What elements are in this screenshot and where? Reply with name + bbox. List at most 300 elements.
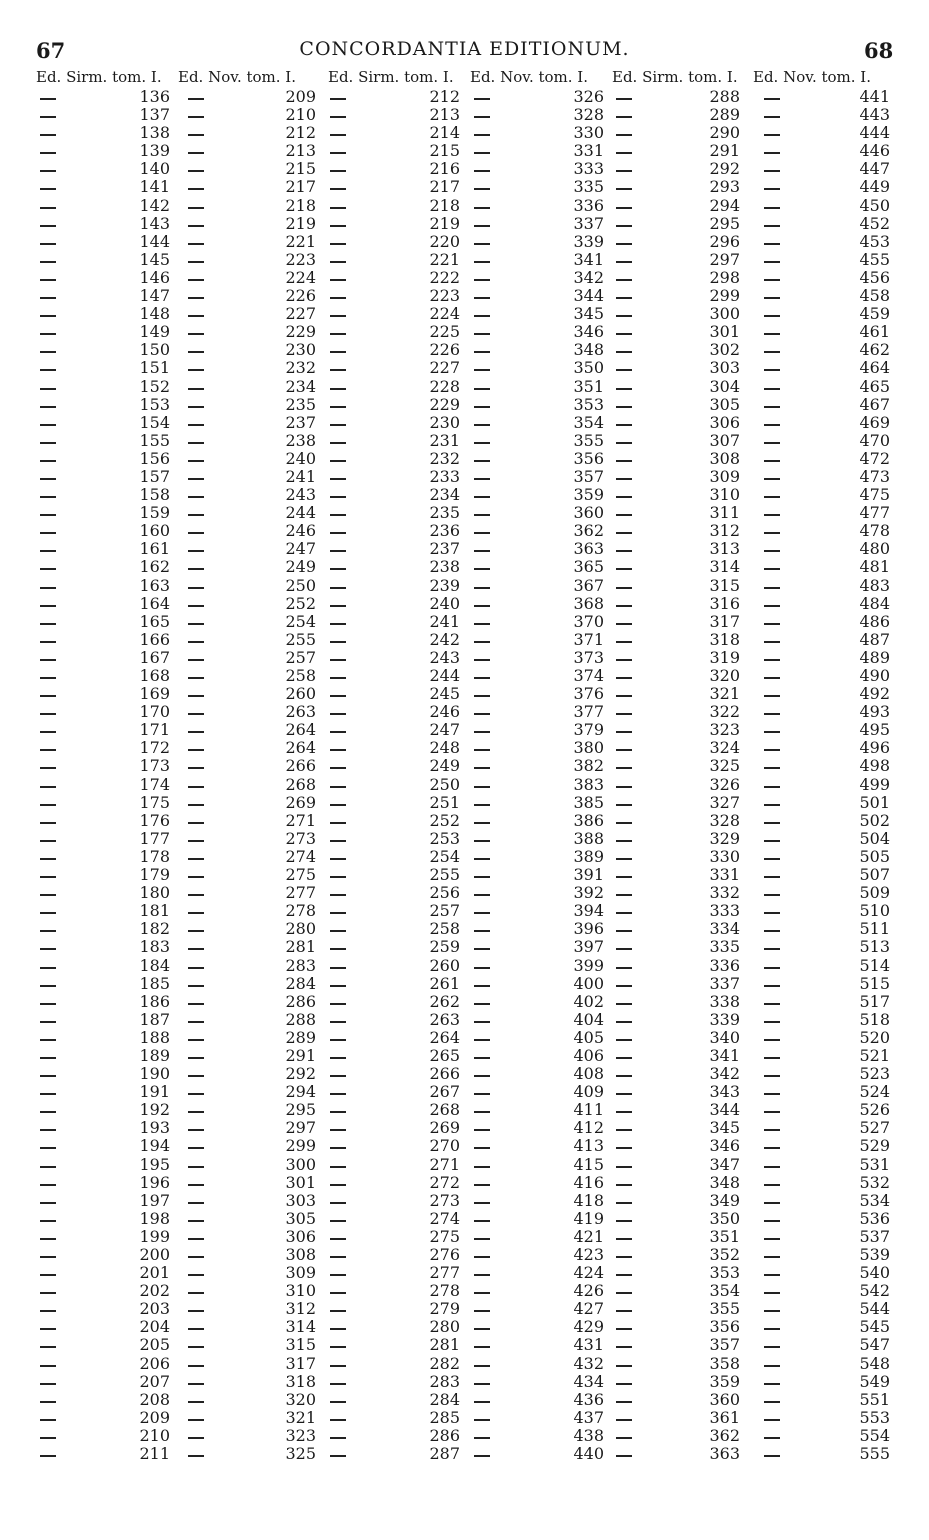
table-row [36,1101,896,1119]
table-cell: 515 [859,973,890,993]
dash-mark [474,388,490,390]
dash-mark [188,858,204,860]
dash-mark [474,876,490,878]
table-cell: 145 [139,249,170,269]
table-row [36,739,896,757]
table-cell: 223 [285,249,316,269]
dash-mark [474,297,490,299]
table-row [36,341,896,359]
table-cell: 385 [573,792,604,812]
dash-mark [474,912,490,914]
table-cell: 245 [429,684,460,704]
dash-mark [40,243,56,245]
dash-mark [40,1166,56,1168]
table-cell: 280 [285,919,316,939]
dash-mark [188,677,204,679]
dash-mark [188,496,204,498]
dash-mark [616,1039,632,1041]
dash-mark [330,985,346,987]
table-cell: 221 [429,249,460,269]
dash-mark [764,98,780,100]
table-cell: 276 [429,1245,460,1264]
table-cell: 152 [139,376,170,396]
dash-mark [188,243,204,245]
table-row [36,378,896,396]
table-cell: 209 [285,87,316,106]
dash-mark [474,406,490,408]
table-cell: 223 [429,286,460,306]
table-cell: 252 [429,810,460,830]
dash-mark [764,134,780,136]
table-cell: 263 [285,702,316,722]
dash-mark [330,695,346,697]
dash-mark [40,822,56,824]
table-cell: 165 [139,611,170,631]
dash-mark [764,279,780,281]
dash-mark [616,1111,632,1113]
table-cell: 250 [285,575,316,595]
dash-mark [764,659,780,661]
dash-mark [188,876,204,878]
table-cell: 362 [573,521,604,541]
dash-mark [616,369,632,371]
table-cell: 238 [285,430,316,450]
dash-mark [188,840,204,842]
dash-mark [474,713,490,715]
dash-mark [330,677,346,679]
dash-mark [188,351,204,353]
dash-mark [474,460,490,462]
table-cell: 510 [859,901,890,921]
dash-mark [40,369,56,371]
table-cell: 370 [573,611,604,631]
table-row [36,577,896,595]
table-cell: 523 [859,1064,890,1084]
dash-mark [616,1437,632,1439]
table-cell: 501 [859,792,890,812]
dash-mark [616,98,632,100]
table-cell: 151 [139,358,170,378]
table-cell: 233 [429,466,460,486]
table-cell: 260 [429,955,460,975]
dash-mark [474,822,490,824]
dash-mark [330,587,346,589]
table-cell: 487 [859,629,890,649]
dash-mark [616,731,632,733]
table-cell: 200 [139,1245,170,1264]
dash-mark [40,496,56,498]
table-cell: 379 [573,720,604,740]
table-cell: 440 [573,1444,604,1464]
dash-mark [474,532,490,534]
dash-mark [764,912,780,914]
dash-mark [330,1021,346,1023]
table-cell: 235 [429,503,460,523]
table-cell: 365 [573,557,604,577]
table-row [36,106,896,124]
dash-mark [188,587,204,589]
table-cell: 335 [709,937,740,957]
dash-mark [40,225,56,227]
table-cell: 189 [139,1045,170,1065]
table-cell: 548 [859,1353,890,1373]
table-cell: 314 [285,1317,316,1337]
dash-mark [764,804,780,806]
dash-mark [764,1310,780,1312]
table-cell: 316 [709,593,740,613]
table-row [36,866,896,884]
dash-mark [616,1274,632,1276]
table-cell: 175 [139,792,170,812]
table-cell: 352 [709,1245,740,1264]
table-cell: 258 [429,919,460,939]
dash-mark [764,1419,780,1421]
dash-mark [764,767,780,769]
dash-mark [40,1184,56,1186]
table-cell: 419 [573,1208,604,1228]
table-cell: 287 [429,1444,460,1464]
column-headers [0,68,929,88]
table-cell: 518 [859,1009,890,1029]
table-cell: 255 [285,629,316,649]
dash-mark [188,767,204,769]
table-cell: 289 [285,1027,316,1047]
dash-mark [764,297,780,299]
dash-mark [764,1166,780,1168]
dash-mark [474,225,490,227]
table-cell: 453 [859,231,890,251]
dash-mark [330,749,346,751]
dash-mark [40,1220,56,1222]
table-cell: 329 [709,828,740,848]
dash-mark [330,406,346,408]
dash-mark [40,188,56,190]
table-cell: 438 [573,1425,604,1445]
dash-mark [474,1401,490,1403]
table-cell: 289 [709,105,740,125]
table-cell: 348 [709,1172,740,1192]
dash-mark [330,1274,346,1276]
dash-mark [40,587,56,589]
table-cell: 291 [709,141,740,161]
column-header: Ed. Nov. tom. I. [753,68,871,86]
dash-mark [616,1057,632,1059]
table-cell: 350 [573,358,604,378]
dash-mark [474,804,490,806]
dash-mark [764,442,780,444]
dash-mark [40,261,56,263]
dash-mark [764,695,780,697]
dash-mark [330,152,346,154]
dash-mark [188,1003,204,1005]
table-cell: 310 [285,1281,316,1301]
dash-mark [764,822,780,824]
table-cell: 554 [859,1425,890,1445]
dash-mark [188,1202,204,1204]
table-cell: 317 [285,1353,316,1373]
dash-mark [188,369,204,371]
table-cell: 203 [139,1299,170,1319]
table-cell: 505 [859,846,890,866]
table-cell: 246 [285,521,316,541]
table-cell: 197 [139,1190,170,1210]
dash-mark [474,134,490,136]
table-row [36,703,896,721]
table-cell: 241 [285,466,316,486]
table-cell: 456 [859,267,890,287]
table-cell: 537 [859,1226,890,1246]
dash-mark [616,858,632,860]
table-cell: 437 [573,1407,604,1427]
dash-mark [188,225,204,227]
table-row [36,1318,896,1336]
table-cell: 405 [573,1027,604,1047]
dash-mark [764,1129,780,1131]
table-cell: 150 [139,340,170,360]
dash-mark [474,1166,490,1168]
table-cell: 156 [139,448,170,468]
table-row [36,1137,896,1155]
table-cell: 309 [285,1263,316,1283]
dash-mark [188,1093,204,1095]
table-cell: 221 [285,231,316,251]
table-cell: 351 [709,1226,740,1246]
table-cell: 230 [429,412,460,432]
table-cell: 278 [285,901,316,921]
table-cell: 266 [429,1064,460,1084]
table-row [36,142,896,160]
table-cell: 335 [573,177,604,197]
table-row [36,305,896,323]
table-cell: 356 [573,448,604,468]
dash-mark [616,876,632,878]
table-cell: 255 [429,865,460,885]
dash-mark [330,1166,346,1168]
table-cell: 237 [429,539,460,559]
table-cell: 254 [285,611,316,631]
column-header: Ed. Nov. tom. I. [178,68,296,86]
dash-mark [616,1365,632,1367]
dash-mark [764,876,780,878]
table-cell: 447 [859,159,890,179]
table-cell: 188 [139,1027,170,1047]
table-cell: 259 [429,937,460,957]
dash-mark [40,804,56,806]
dash-mark [40,695,56,697]
table-cell: 310 [709,485,740,505]
table-cell: 469 [859,412,890,432]
dash-mark [40,532,56,534]
dash-mark [474,514,490,516]
dash-mark [764,261,780,263]
dash-mark [616,749,632,751]
dash-mark [188,279,204,281]
dash-mark [330,351,346,353]
table-cell: 458 [859,286,890,306]
table-cell: 288 [709,87,740,106]
table-cell: 249 [285,557,316,577]
table-cell: 295 [709,213,740,233]
concordance-table [36,88,896,1463]
dash-mark [616,116,632,118]
dash-mark [188,985,204,987]
table-cell: 239 [429,575,460,595]
dash-mark [330,297,346,299]
table-cell: 351 [573,376,604,396]
table-cell: 355 [709,1299,740,1319]
table-cell: 346 [573,322,604,342]
table-cell: 177 [139,828,170,848]
table-cell: 169 [139,684,170,704]
table-row [36,848,896,866]
table-cell: 462 [859,340,890,360]
dash-mark [764,152,780,154]
dash-mark [616,623,632,625]
dash-mark [616,388,632,390]
table-cell: 356 [709,1317,740,1337]
dash-mark [616,1328,632,1330]
table-cell: 336 [573,195,604,215]
dash-mark [40,1383,56,1385]
dash-mark [764,188,780,190]
table-cell: 213 [429,105,460,125]
table-row [36,1210,896,1228]
table-cell: 521 [859,1045,890,1065]
table-cell: 305 [285,1208,316,1228]
table-cell: 199 [139,1226,170,1246]
table-cell: 547 [859,1335,890,1355]
table-cell: 182 [139,919,170,939]
dash-mark [188,930,204,932]
dash-mark [616,967,632,969]
table-cell: 341 [709,1045,740,1065]
table-cell: 340 [709,1027,740,1047]
dash-mark [330,1383,346,1385]
dash-mark [40,749,56,751]
dash-mark [616,460,632,462]
dash-mark [40,1057,56,1059]
table-cell: 436 [573,1389,604,1409]
table-cell: 308 [709,448,740,468]
dash-mark [40,1021,56,1023]
table-cell: 143 [139,213,170,233]
dash-mark [616,1129,632,1131]
dash-mark [40,388,56,390]
dash-mark [474,478,490,480]
table-cell: 377 [573,702,604,722]
dash-mark [330,1455,346,1457]
table-cell: 319 [709,647,740,667]
dash-mark [330,912,346,914]
table-row [36,522,896,540]
table-cell: 333 [709,901,740,921]
dash-mark [330,767,346,769]
table-cell: 359 [709,1371,740,1391]
dash-mark [40,1437,56,1439]
dash-mark [330,496,346,498]
table-cell: 202 [139,1281,170,1301]
dash-mark [764,460,780,462]
table-cell: 187 [139,1009,170,1029]
table-cell: 162 [139,557,170,577]
table-cell: 141 [139,177,170,197]
table-cell: 411 [573,1100,604,1120]
table-cell: 253 [429,828,460,848]
dash-mark [474,98,490,100]
table-cell: 154 [139,412,170,432]
dash-mark [616,840,632,842]
column-header: Ed. Sirm. tom. I. [612,68,738,86]
table-cell: 350 [709,1208,740,1228]
dash-mark [330,207,346,209]
table-row [36,812,896,830]
table-row [36,649,896,667]
dash-mark [40,514,56,516]
dash-mark [330,1437,346,1439]
dash-mark [474,1274,490,1276]
table-cell: 418 [573,1190,604,1210]
table-row [36,938,896,956]
dash-mark [330,731,346,733]
dash-mark [188,315,204,317]
table-cell: 357 [709,1335,740,1355]
dash-mark [330,822,346,824]
dash-mark [616,188,632,190]
table-cell: 299 [285,1136,316,1156]
table-cell: 294 [709,195,740,215]
dash-mark [330,967,346,969]
dash-mark [616,333,632,335]
dash-mark [330,478,346,480]
dash-mark [330,623,346,625]
table-cell: 159 [139,503,170,523]
dash-mark [616,225,632,227]
dash-mark [330,1401,346,1403]
table-cell: 285 [429,1407,460,1427]
dash-mark [764,1256,780,1258]
table-row [36,1065,896,1083]
dash-mark [188,1075,204,1077]
table-cell: 211 [139,1444,170,1464]
dash-mark [330,1093,346,1095]
dash-mark [616,1383,632,1385]
table-cell: 324 [709,738,740,758]
table-cell: 231 [429,430,460,450]
table-row [36,993,896,1011]
dash-mark [330,876,346,878]
table-cell: 545 [859,1317,890,1337]
table-row [36,794,896,812]
dash-mark [474,1328,490,1330]
table-cell: 274 [285,846,316,866]
dash-mark [474,496,490,498]
right-page-number: 68 [864,38,894,63]
dash-mark [764,1202,780,1204]
table-cell: 427 [573,1299,604,1319]
table-cell: 300 [285,1154,316,1174]
dash-mark [330,1202,346,1204]
dash-mark [188,1111,204,1113]
table-cell: 297 [285,1118,316,1138]
table-cell: 269 [429,1118,460,1138]
table-row [36,1336,896,1354]
table-cell: 240 [285,448,316,468]
table-row [36,359,896,377]
table-cell: 229 [285,322,316,342]
table-cell: 363 [709,1444,740,1464]
table-cell: 426 [573,1281,604,1301]
dash-mark [188,514,204,516]
